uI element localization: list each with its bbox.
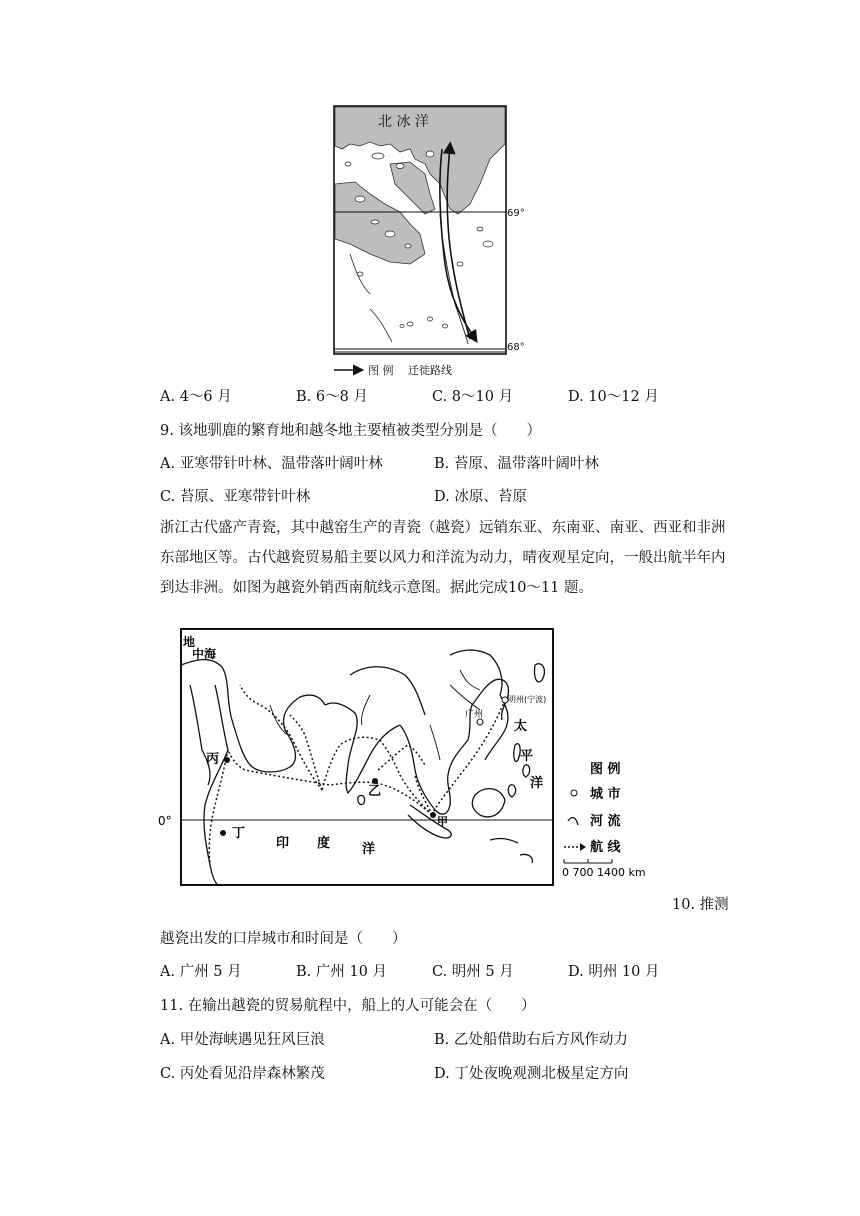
q9-option-b[interactable]: B. 苔原、温带落叶阔叶林 (434, 456, 599, 472)
point-yi-label: 乙 (368, 784, 382, 799)
map2-legend-river: 河 流 (590, 814, 621, 829)
latitude-69-label: 69° (507, 208, 525, 219)
q9-stem: 9. 该地驯鹿的繁育地和越冬地主要植被类型分别是（ ） (160, 423, 541, 439)
latitude-68-label: 68° (507, 342, 525, 353)
q10-stem-part2: 越瓷出发的口岸城市和时间是（ ） (160, 931, 407, 947)
point-bing-label: 丙 (206, 752, 220, 767)
map1-legend-route: 迁徙路线 (408, 364, 452, 377)
q8-option-c[interactable]: C. 8～10 月 (432, 389, 514, 405)
equator-label: 0° (158, 814, 172, 828)
mediterranean-label-zhonghai: 中海 (192, 647, 217, 661)
q11-stem: 11. 在输出越瓷的贸易航程中，船上的人可能会在（ ） (160, 998, 536, 1014)
guangzhou-label: 广州 (465, 710, 484, 720)
map1-legend-prefix: 图 例 (368, 364, 394, 377)
q11-option-c[interactable]: C. 丙处看见沿岸森林繁茂 (160, 1066, 325, 1082)
mingzhou-label: 明州(宁波) (508, 695, 547, 704)
map2-legend-city: 城 市 (590, 787, 621, 802)
q10-stem-part1: 10. 推测 (672, 897, 729, 913)
pacific-label-ping: 平 (520, 749, 534, 764)
q8-option-b[interactable]: B. 6～8 月 (296, 389, 368, 405)
map2-legend-title: 图 例 (590, 762, 621, 777)
map2-scale: 0 700 1400 km (562, 866, 646, 879)
map2-legend-route: 航 线 (590, 840, 621, 855)
q8-option-a[interactable]: A. 4～6 月 (160, 389, 232, 405)
trade-route-map (150, 625, 670, 890)
q8-option-d[interactable]: D. 10～12 月 (568, 389, 659, 405)
q11-option-b[interactable]: B. 乙处船借助右后方风作动力 (434, 1032, 628, 1048)
point-jia-label: 甲 (437, 815, 448, 828)
pacific-label-yang: 洋 (530, 776, 544, 791)
pacific-label-tai: 太 (514, 719, 528, 734)
q10-option-d[interactable]: D. 明州 10 月 (568, 964, 660, 980)
arctic-ocean-label: 北 冰 洋 (378, 114, 429, 130)
point-ding-label: 丁 (232, 826, 246, 841)
passage-text: 浙江古代盛产青瓷，其中越窑生产的青瓷（越瓷）远销东亚、东南亚、南亚、西亚和非洲东部地区等。古代越瓷贸易船主要以风力和洋流为动力，晴夜观星定向，一般出航半年内到达非洲。如图为越瓷外销西南航线示意图。据此完成10～11 题。 (160, 520, 726, 596)
indian-ocean-label-yang: 洋 (362, 842, 376, 857)
reindeer-migration-map (330, 104, 530, 384)
q11-option-a[interactable]: A. 甲处海峡遇见狂风巨浪 (160, 1032, 325, 1048)
indian-ocean-label-yin: 印 (276, 836, 290, 851)
q10-option-b[interactable]: B. 广州 10 月 (296, 964, 388, 980)
q9-option-d[interactable]: D. 冰原、苔原 (434, 489, 527, 505)
q9-option-c[interactable]: C. 苔原、亚寒带针叶林 (160, 489, 311, 505)
q11-option-d[interactable]: D. 丁处夜晚观测北极星定方向 (434, 1066, 629, 1082)
q9-option-a[interactable]: A. 亚寒带针叶林、温带落叶阔叶林 (160, 456, 383, 472)
q10-option-a[interactable]: A. 广州 5 月 (160, 964, 242, 980)
q10-option-c[interactable]: C. 明州 5 月 (432, 964, 514, 980)
indian-ocean-label-du: 度 (317, 836, 331, 851)
mediterranean-label-di: 地 (183, 635, 196, 649)
